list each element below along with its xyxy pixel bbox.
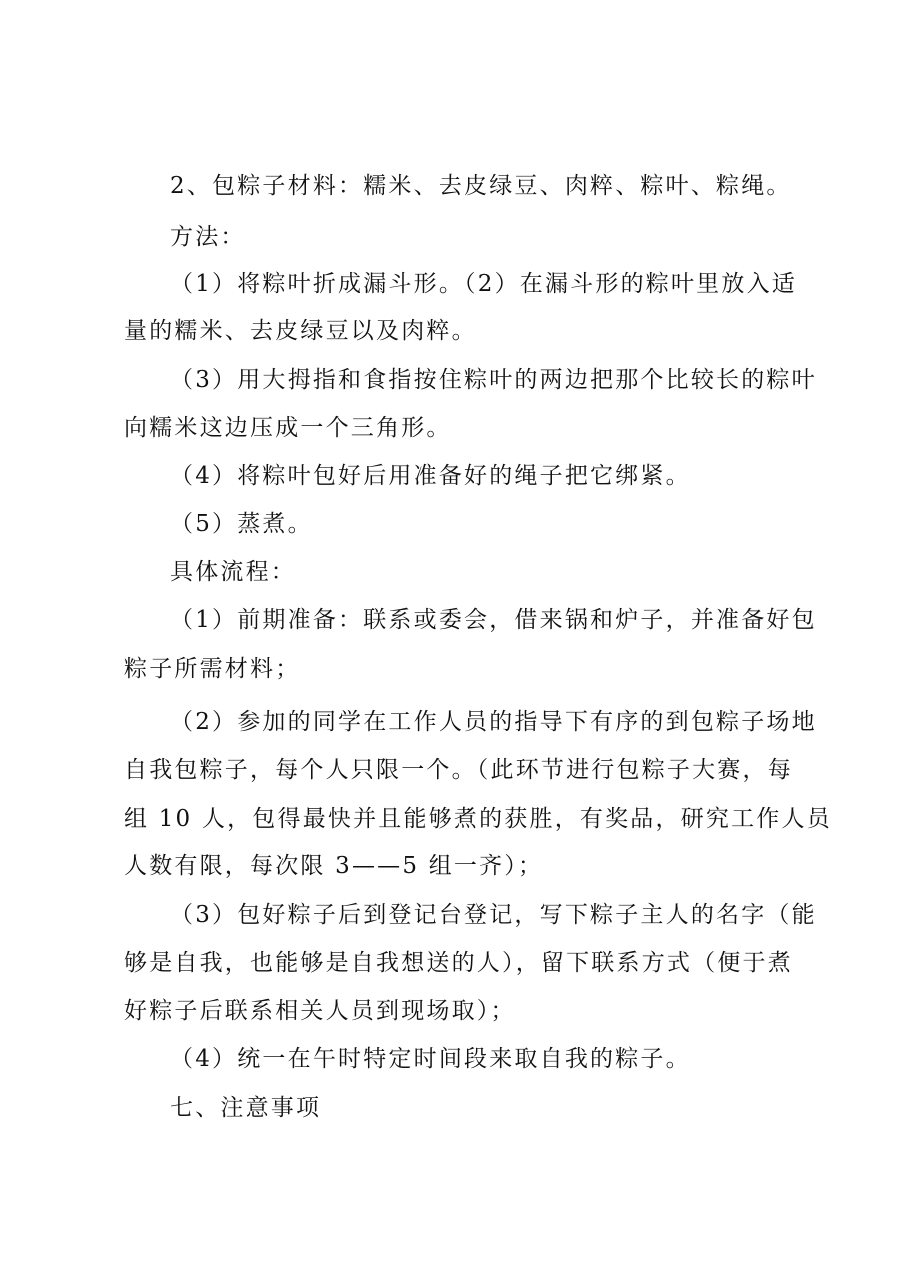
paragraph-process-3-cont-1: 够是自我，也能够是自我想送的人），留下联系方式（便于煮 bbox=[124, 950, 793, 976]
paragraph-process-2-cont-3: 人数有限，每次限 3——5 组一齐）； bbox=[124, 853, 544, 879]
paragraph-step-5: （5）蒸煮。 bbox=[170, 511, 313, 537]
paragraph-step-1-2: （1）将粽叶折成漏斗形。（2）在漏斗形的粽叶里放入适 bbox=[170, 271, 797, 297]
paragraph-process-2: （2）参加的同学在工作人员的指导下有序的到包粽子场地 bbox=[170, 709, 817, 735]
heading-process: 具体流程： bbox=[170, 559, 296, 585]
paragraph-process-2-cont-2: 组 10 人，包得最快并且能够煮的获胜，有奖品，研究工作人员 bbox=[124, 806, 832, 832]
heading-notes: 七、注意事项 bbox=[170, 1095, 322, 1121]
paragraph-process-4: （4）统一在午时特定时间段来取自我的粽子。 bbox=[170, 1046, 691, 1072]
heading-method: 方法： bbox=[170, 224, 246, 250]
paragraph-process-3-cont-2: 好粽子后联系相关人员到现场取）； bbox=[124, 998, 516, 1024]
paragraph-process-3: （3）包好粽子后到登记台登记，写下粽子主人的名字（能 bbox=[170, 902, 817, 928]
paragraph-step-1-2-cont: 量的糯米、去皮绿豆以及肉粹。 bbox=[124, 318, 477, 344]
paragraph-step-4: （4）将粽叶包好后用准备好的绳子把它绑紧。 bbox=[170, 463, 691, 489]
paragraph-step-3-cont: 向糯米这边压成一个三角形。 bbox=[124, 415, 452, 441]
paragraph-process-2-cont-1: 自我包粽子，每个人只限一个。（此环节进行包粽子大赛，每 bbox=[124, 757, 793, 783]
paragraph-process-1-cont: 粽子所需材料； bbox=[124, 656, 301, 682]
paragraph-step-3: （3）用大拇指和食指按住粽叶的两边把那个比较长的粽叶 bbox=[170, 367, 817, 393]
paragraph-materials: 2、包粽子材料：糯米、去皮绿豆、肉粹、粽叶、粽绳。 bbox=[170, 173, 792, 199]
paragraph-process-1: （1）前期准备：联系或委会，借来锅和炉子，并准备好包 bbox=[170, 607, 817, 633]
